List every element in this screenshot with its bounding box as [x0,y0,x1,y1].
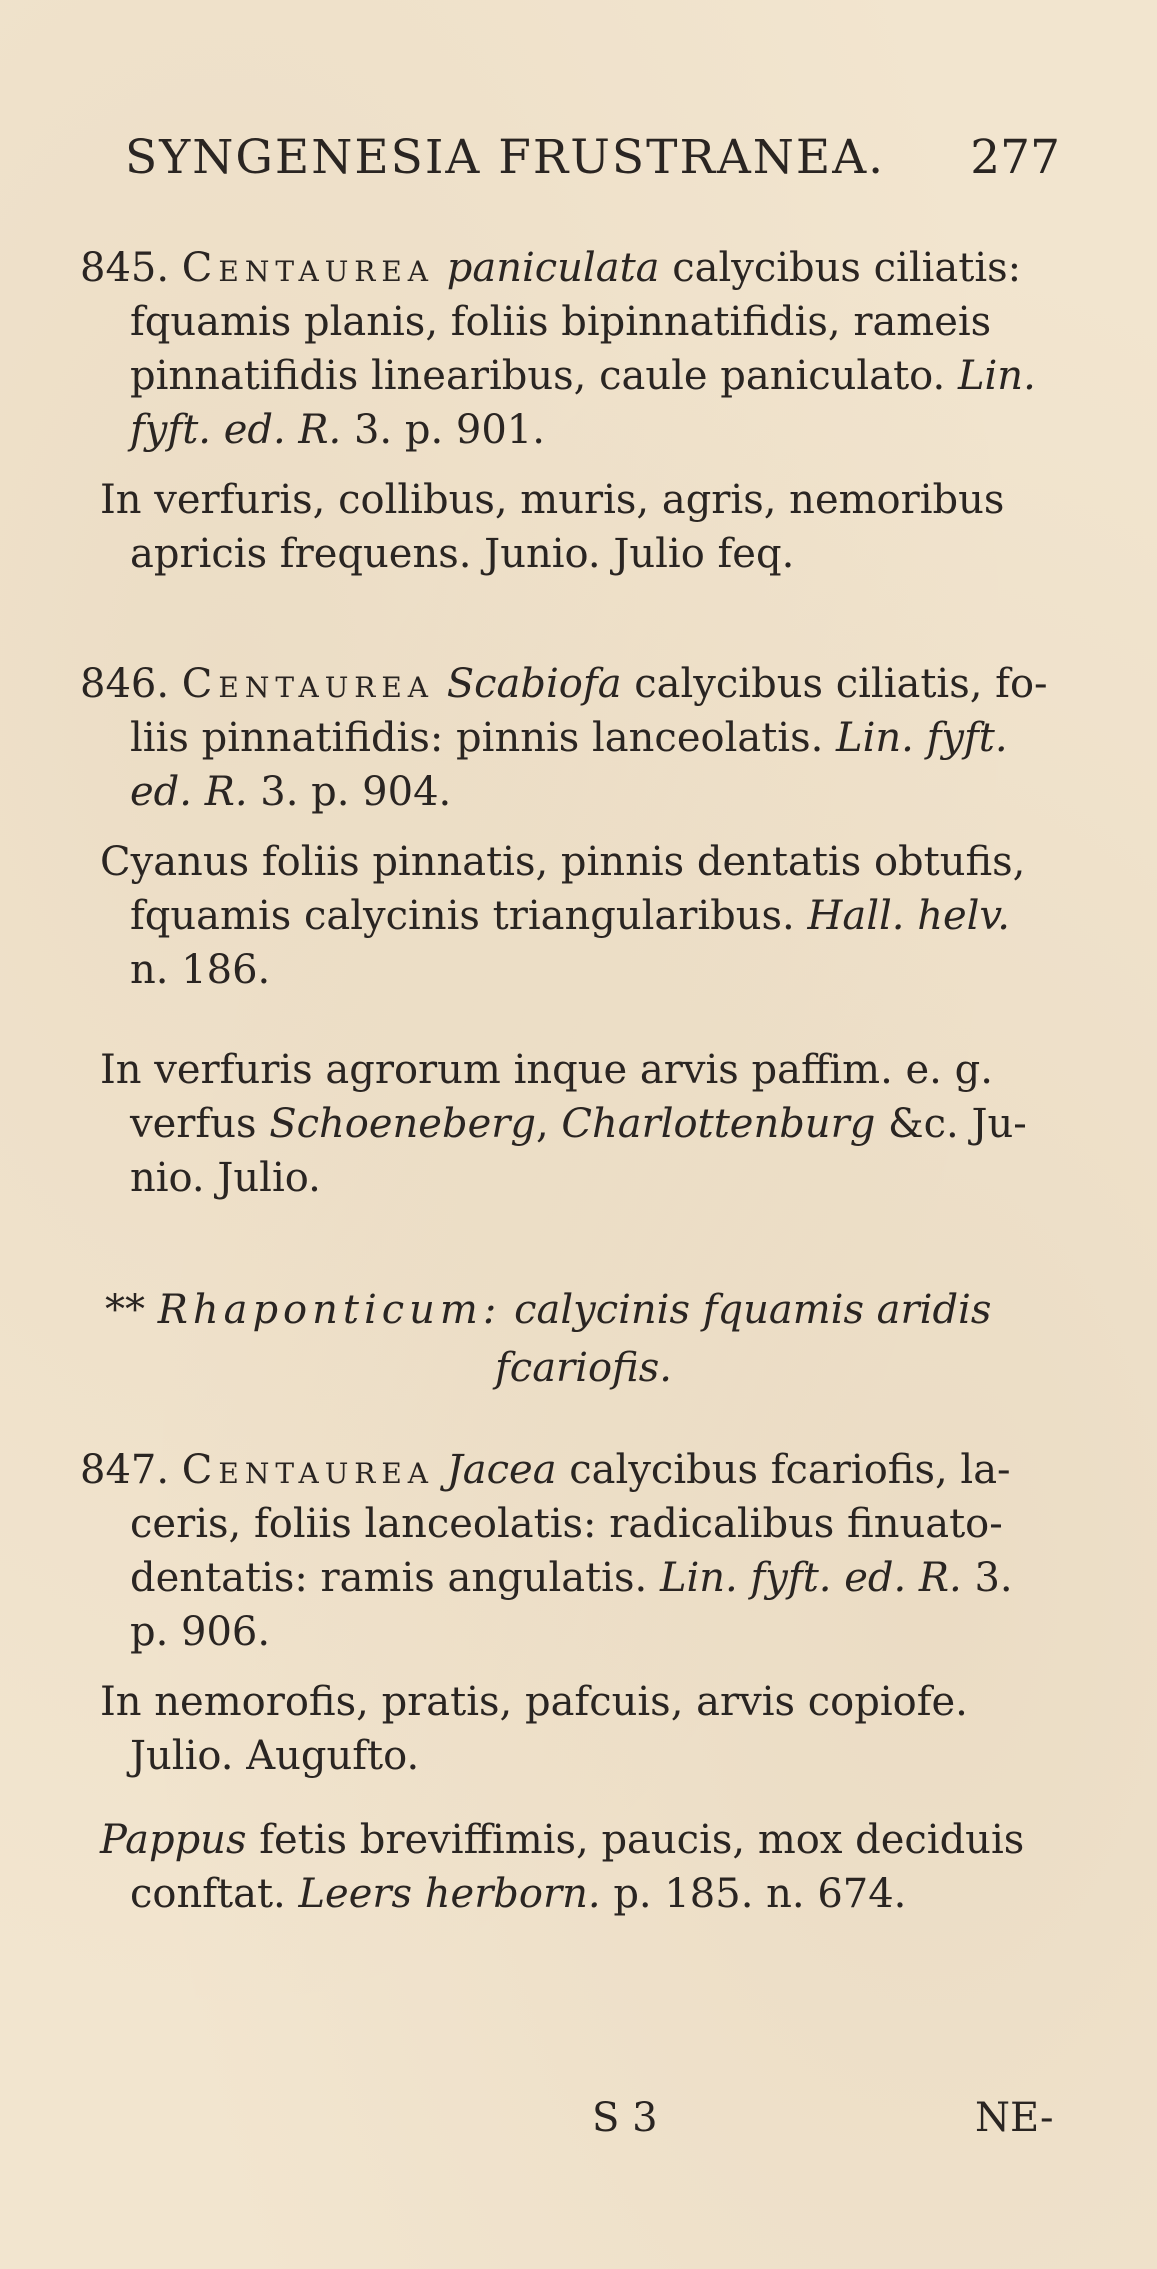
citation: Hall. helv. [807,893,1011,939]
entry-847-line-1 [80,1447,1011,1493]
entry-845-habitat-2: apricis frequens. Junio. Julio feq. [130,531,795,577]
citation: Lin. fyft. ed. R. [659,1555,962,1601]
entry-846-habitat-3: nio. Julio. [130,1155,321,1201]
section-description: calycinis fquamis aridis [514,1287,992,1333]
citation: ed. R. [130,769,248,815]
section-name: Rhaponticum: [157,1287,502,1333]
catchword: NE- [975,2095,1054,2141]
entry-847-line-4: p. 906. [130,1609,271,1655]
description-text: calycibus ciliatis: [672,245,1022,291]
section-mark: ** [105,1287,145,1333]
citation: Lin. [957,353,1036,399]
section-heading-line-2: fcariofis. [495,1345,672,1391]
entry-845-line-3: pinnatifidis linearibus, caule paniculato. Lin. [130,353,1036,399]
species-name: Jacea [446,1447,557,1493]
description-text: calycibus ciliatis, fo- [634,661,1048,707]
entry-846-synonym-2: fquamis calycinis triangularibus. Hall. helv. [130,893,1011,939]
entry-845-habitat-1: In verfuris, collibus, muris, agris, nemoribus [100,477,1005,523]
entry-845-line-2: fquamis planis, foliis bipinnatifidis, rameis [130,299,992,345]
citation: Lin. fyft. [836,715,1008,761]
entry-846-habitat-1: In verfuris agrorum inque arvis paffim. e. g. [100,1047,993,1093]
citation: Leers herborn. [298,1871,601,1917]
entry-847-note-2: conftat. Leers herborn. p. 185. n. 674. [130,1871,907,1917]
entry-847-line-2: ceris, foliis lanceolatis: radicalibus finuato- [130,1501,1003,1547]
entry-846-synonym-1: Cyanus foliis pinnatis, pinnis dentatis obtufis, [100,839,1026,885]
genus-name: Centaurea [181,245,435,291]
genus-name: Centaurea [181,1447,435,1493]
entry-846-habitat-2: verfus Schoeneberg, Charlottenburg &c. Ju- [130,1101,1027,1147]
entry-847-line-3: dentatis: ramis angulatis. Lin. fyft. ed. R. 3. [130,1555,1013,1601]
note-label: Pappus [100,1817,247,1863]
description-text: calycibus fcariofis, la- [569,1447,1011,1493]
entry-number: 846. [80,661,170,707]
entry-847-habitat-1: In nemorofis, pratis, pafcuis, arvis copiofe. [100,1679,968,1725]
citation: fyft. ed. R. [130,407,342,453]
entry-847-note-1: Pappus fetis breviffimis, paucis, mox deciduis [100,1817,1025,1863]
signature-mark: S 3 [592,2095,658,2141]
page-number: 277 [970,130,1060,185]
entry-846-line-3: ed. R. 3. p. 904. [130,769,452,815]
entry-845-line-1 [80,245,1022,291]
entry-number: 847. [80,1447,170,1493]
place-name: Charlottenburg [561,1101,876,1147]
species-name: paniculata [446,245,660,291]
entry-846-line-1 [80,661,1048,707]
place-name: Schoeneberg [269,1101,536,1147]
entry-847-habitat-2: Julio. Augufto. [130,1733,420,1779]
species-name: Scabiofa [446,661,622,707]
running-title: SYNGENESIA FRUSTRANEA. [125,130,886,185]
genus-name: Centaurea [181,661,435,707]
entry-846-synonym-3: n. 186. [130,947,271,993]
entry-number: 845. [80,245,170,291]
running-header [125,130,1060,200]
entry-845-line-4: fyft. ed. R. 3. p. 901. [130,407,545,453]
section-heading-line-1 [105,1287,992,1333]
entry-846-line-2: liis pinnatifidis: pinnis lanceolatis. Lin. fyft. [130,715,1008,761]
